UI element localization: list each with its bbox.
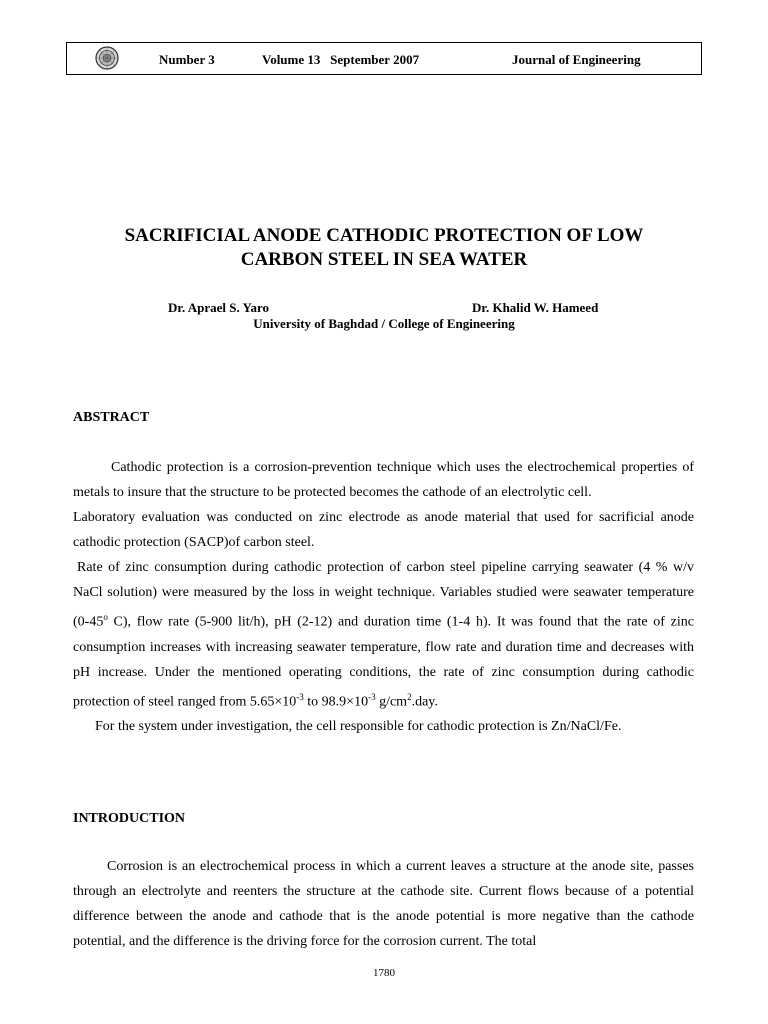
abstract-paragraph-2: Laboratory evaluation was conducted on zinc electrode as anode material that used for sacrificial anode cathodic protection (SACP)of carbon steel.: [73, 510, 694, 550]
introduction-body: [73, 854, 694, 954]
title-line-1: SACRIFICIAL ANODE CATHODIC PROTECTION OF LOW: [124, 225, 644, 246]
university-seal-icon: [95, 46, 119, 70]
journal-header: [66, 42, 702, 75]
journal-name: Journal of Engineering: [512, 52, 641, 67]
abstract-paragraph-1: Cathodic protection is a corrosion-prevention technique which uses the electrochemical properties of metals to insure that the structure to be protected becomes the cathode of an electrolytic cell.: [73, 460, 694, 500]
introduction-heading: INTRODUCTION: [73, 811, 186, 826]
author-1: Dr. Aprael S. Yaro: [168, 300, 269, 315]
title-line-2: CARBON STEEL IN SEA WATER: [240, 249, 528, 270]
affiliation: University of Baghdad / College of Engineering: [253, 316, 515, 331]
abstract-heading: ABSTRACT: [73, 410, 150, 425]
author-2: Dr. Khalid W. Hameed: [472, 300, 599, 315]
abstract-paragraph-3: Rate of zinc consumption during cathodic protection of carbon steel pipeline carrying seawater (4 % w/v NaCl solution) were measured by the loss in weight technique. Variables studied were seawater temperature (0-45$^o$ C), flow rate (5-900 lit/h), pH (2-12) and duration time (1-4 h). It was found that the rate of zinc consumption increases with increasing seawater temperature, flow rate and duration time and decreases with pH increase. Under the mentioned operating conditions, the rate of zinc consumption during cathodic protection of steel ranged from $5.65\times 10^{-3}$ to $98.9\times 10^{-3}$ $g/cm^2.day$.: [73, 560, 694, 710]
introduction-paragraph-1: Corrosion is an electrochemical process in which a current leaves a structure at the anode site, passes through an electrolyte and reenters the structure at the cathode site. Current flows because of a potential difference between the anode and cathode that is the anode potential is more negative than the cathode potential, and the difference is the driving force for the corrosion current. The total: [73, 859, 694, 949]
abstract-body: [73, 455, 694, 739]
abstract-paragraph-4: For the system under investigation, the cell responsible for cathodic protection is Zn/NaCl/Fe.: [95, 719, 622, 735]
volume-date: Volume 13 September 2007: [262, 52, 420, 67]
issue-number: Number 3: [159, 52, 215, 67]
paper-title: [66, 224, 702, 272]
page-number: 1780: [373, 967, 395, 979]
